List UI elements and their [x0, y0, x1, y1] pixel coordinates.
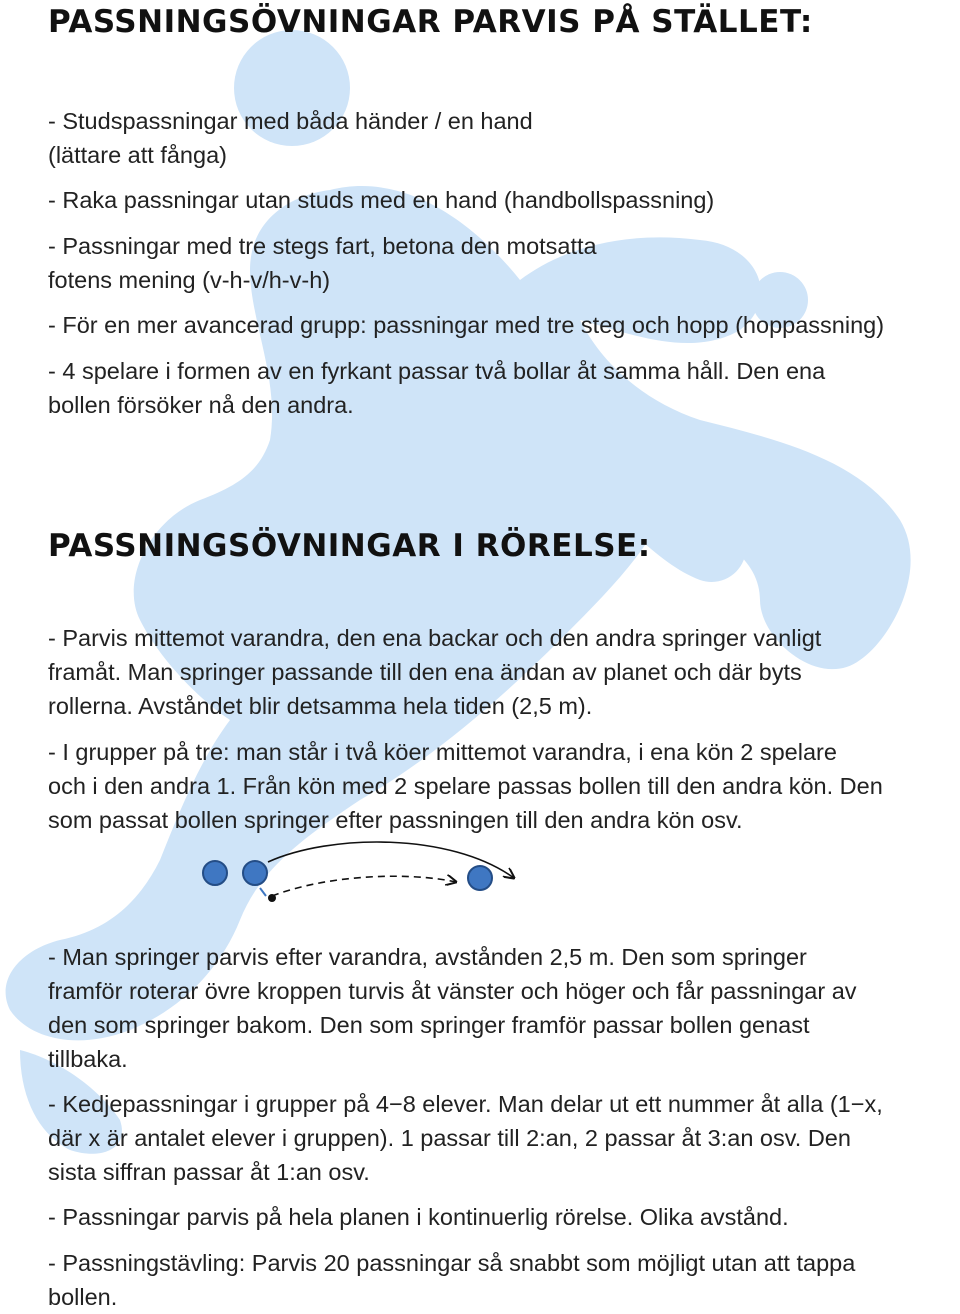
text-line: och i den andra 1. Från kön med 2 spelare passas bollen till den andra kön. Den [48, 773, 883, 799]
section1-item-5 [48, 354, 825, 422]
text-line: - Passningar parvis på hela planen i kontinuerlig rörelse. Olika avstånd. [48, 1204, 789, 1230]
section2-item-6 [48, 1246, 855, 1314]
section2-item-4 [48, 1087, 883, 1189]
text-line: - Passningstävling: Parvis 20 passningar så snabbt som möjligt utan att tappa [48, 1250, 856, 1276]
ball-icon [268, 894, 276, 902]
section1-item-3 [48, 229, 597, 297]
text-line: den som springer bakom. Den som springer framför passar bollen genast [48, 1012, 810, 1038]
text-line: - I grupper på tre: man står i två köer mittemot varandra, i ena kön 2 spelare [48, 739, 837, 765]
text-line: - 4 spelare i formen av en fyrkant passar två bollar åt samma håll. Den ena [48, 358, 826, 384]
section2-item-3 [48, 940, 857, 1076]
passing-diagram [190, 838, 530, 912]
text-line: framåt. Man springer passande till den ena ändan av planet och där byts [48, 659, 802, 685]
section2-item-1 [48, 621, 821, 723]
text-line: - För en mer avancerad grupp: passningar med tre steg och hopp (hoppassning) [48, 312, 885, 338]
text-line: (lättare att fånga) [48, 142, 227, 168]
text-line: - Studspassningar med båda händer / en hand [48, 108, 533, 134]
text-line: - Raka passningar utan studs med en hand (handbollspassning) [48, 187, 715, 213]
section1-item-2 [48, 183, 714, 217]
text-line: bollen. [48, 1284, 118, 1310]
section2-item-2 [48, 735, 883, 837]
section2-heading: PASSNINGSÖVNINGAR I RÖRELSE: [48, 528, 651, 564]
section1-heading: PASSNINGSÖVNINGAR PARVIS PÅ STÄLLET: [48, 4, 813, 40]
section2-item-5 [48, 1200, 789, 1234]
text-line: sista siffran passar åt 1:an osv. [48, 1159, 370, 1185]
player-icon [243, 861, 267, 885]
text-line: tillbaka. [48, 1046, 128, 1072]
text-line: - Passningar med tre stegs fart, betona den motsatta [48, 233, 597, 259]
text-line: - Parvis mittemot varandra, den ena backar och den andra springer vanligt [48, 625, 822, 651]
text-line: - Man springer parvis efter varandra, avstånden 2,5 m. Den som springer [48, 944, 807, 970]
section1-item-1 [48, 104, 533, 172]
text-line: bollen försöker nå den andra. [48, 392, 354, 418]
text-line: där x är antalet elever i gruppen). 1 passar till 2:an, 2 passar åt 3:an osv. Den [48, 1125, 851, 1151]
section1-item-4 [48, 308, 884, 342]
player-icon [468, 866, 492, 890]
run-arrow-dashed [272, 876, 456, 896]
player-icon [203, 861, 227, 885]
text-line: rollerna. Avståndet blir detsamma hela tiden (2,5 m). [48, 693, 593, 719]
runner-start-mark [260, 888, 266, 896]
text-line: som passat bollen springer efter passningen till den andra kön osv. [48, 807, 743, 833]
text-line: - Kedjepassningar i grupper på 4−8 elever. Man delar ut ett nummer åt alla (1−x, [48, 1091, 883, 1117]
text-line: fotens mening (v-h-v/h-v-h) [48, 267, 331, 293]
text-line: framför roterar övre kroppen turvis åt vänster och höger och får passningar av [48, 978, 857, 1004]
